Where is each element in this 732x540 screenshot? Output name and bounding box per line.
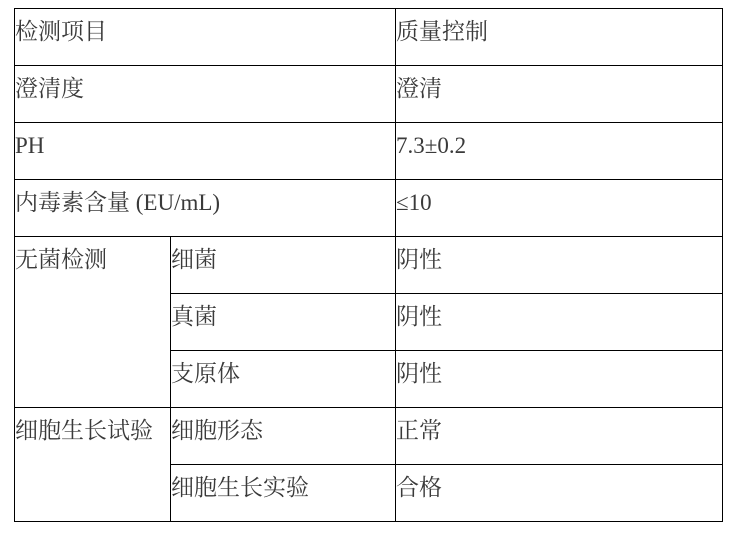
table-row-bacteria [15, 237, 723, 294]
header-cell-test-item: 检测项目 [15, 9, 396, 66]
cell-ph-label: PH [15, 123, 396, 180]
cell-mycoplasma-value: 阴性 [396, 351, 723, 408]
table-row-cell-morphology [15, 408, 723, 465]
table-row-ph [15, 123, 723, 180]
cell-growth-exp-label: 细胞生长实验 [171, 465, 396, 522]
cell-fungus-label: 真菌 [171, 294, 396, 351]
cell-bacteria-label: 细菌 [171, 237, 396, 294]
cell-mycoplasma-label: 支原体 [171, 351, 396, 408]
cell-growth-group-label: 细胞生长试验 [15, 408, 171, 522]
cell-growth-exp-value: 合格 [396, 465, 723, 522]
cell-bacteria-value: 阴性 [396, 237, 723, 294]
cell-fungus-value: 阴性 [396, 294, 723, 351]
table-row-clarity [15, 66, 723, 123]
cell-clarity-label: 澄清度 [15, 66, 396, 123]
cell-morphology-value: 正常 [396, 408, 723, 465]
header-cell-quality-control: 质量控制 [396, 9, 723, 66]
cell-endotoxin-value: ≤10 [396, 180, 723, 237]
table-row-endotoxin [15, 180, 723, 237]
cell-morphology-label: 细胞形态 [171, 408, 396, 465]
quality-control-table [14, 8, 723, 522]
cell-endotoxin-label: 内毒素含量 (EU/mL) [15, 180, 396, 237]
cell-ph-value: 7.3±0.2 [396, 123, 723, 180]
cell-sterility-group-label: 无菌检测 [15, 237, 171, 408]
table-header-row [15, 9, 723, 66]
cell-clarity-value: 澄清 [396, 66, 723, 123]
